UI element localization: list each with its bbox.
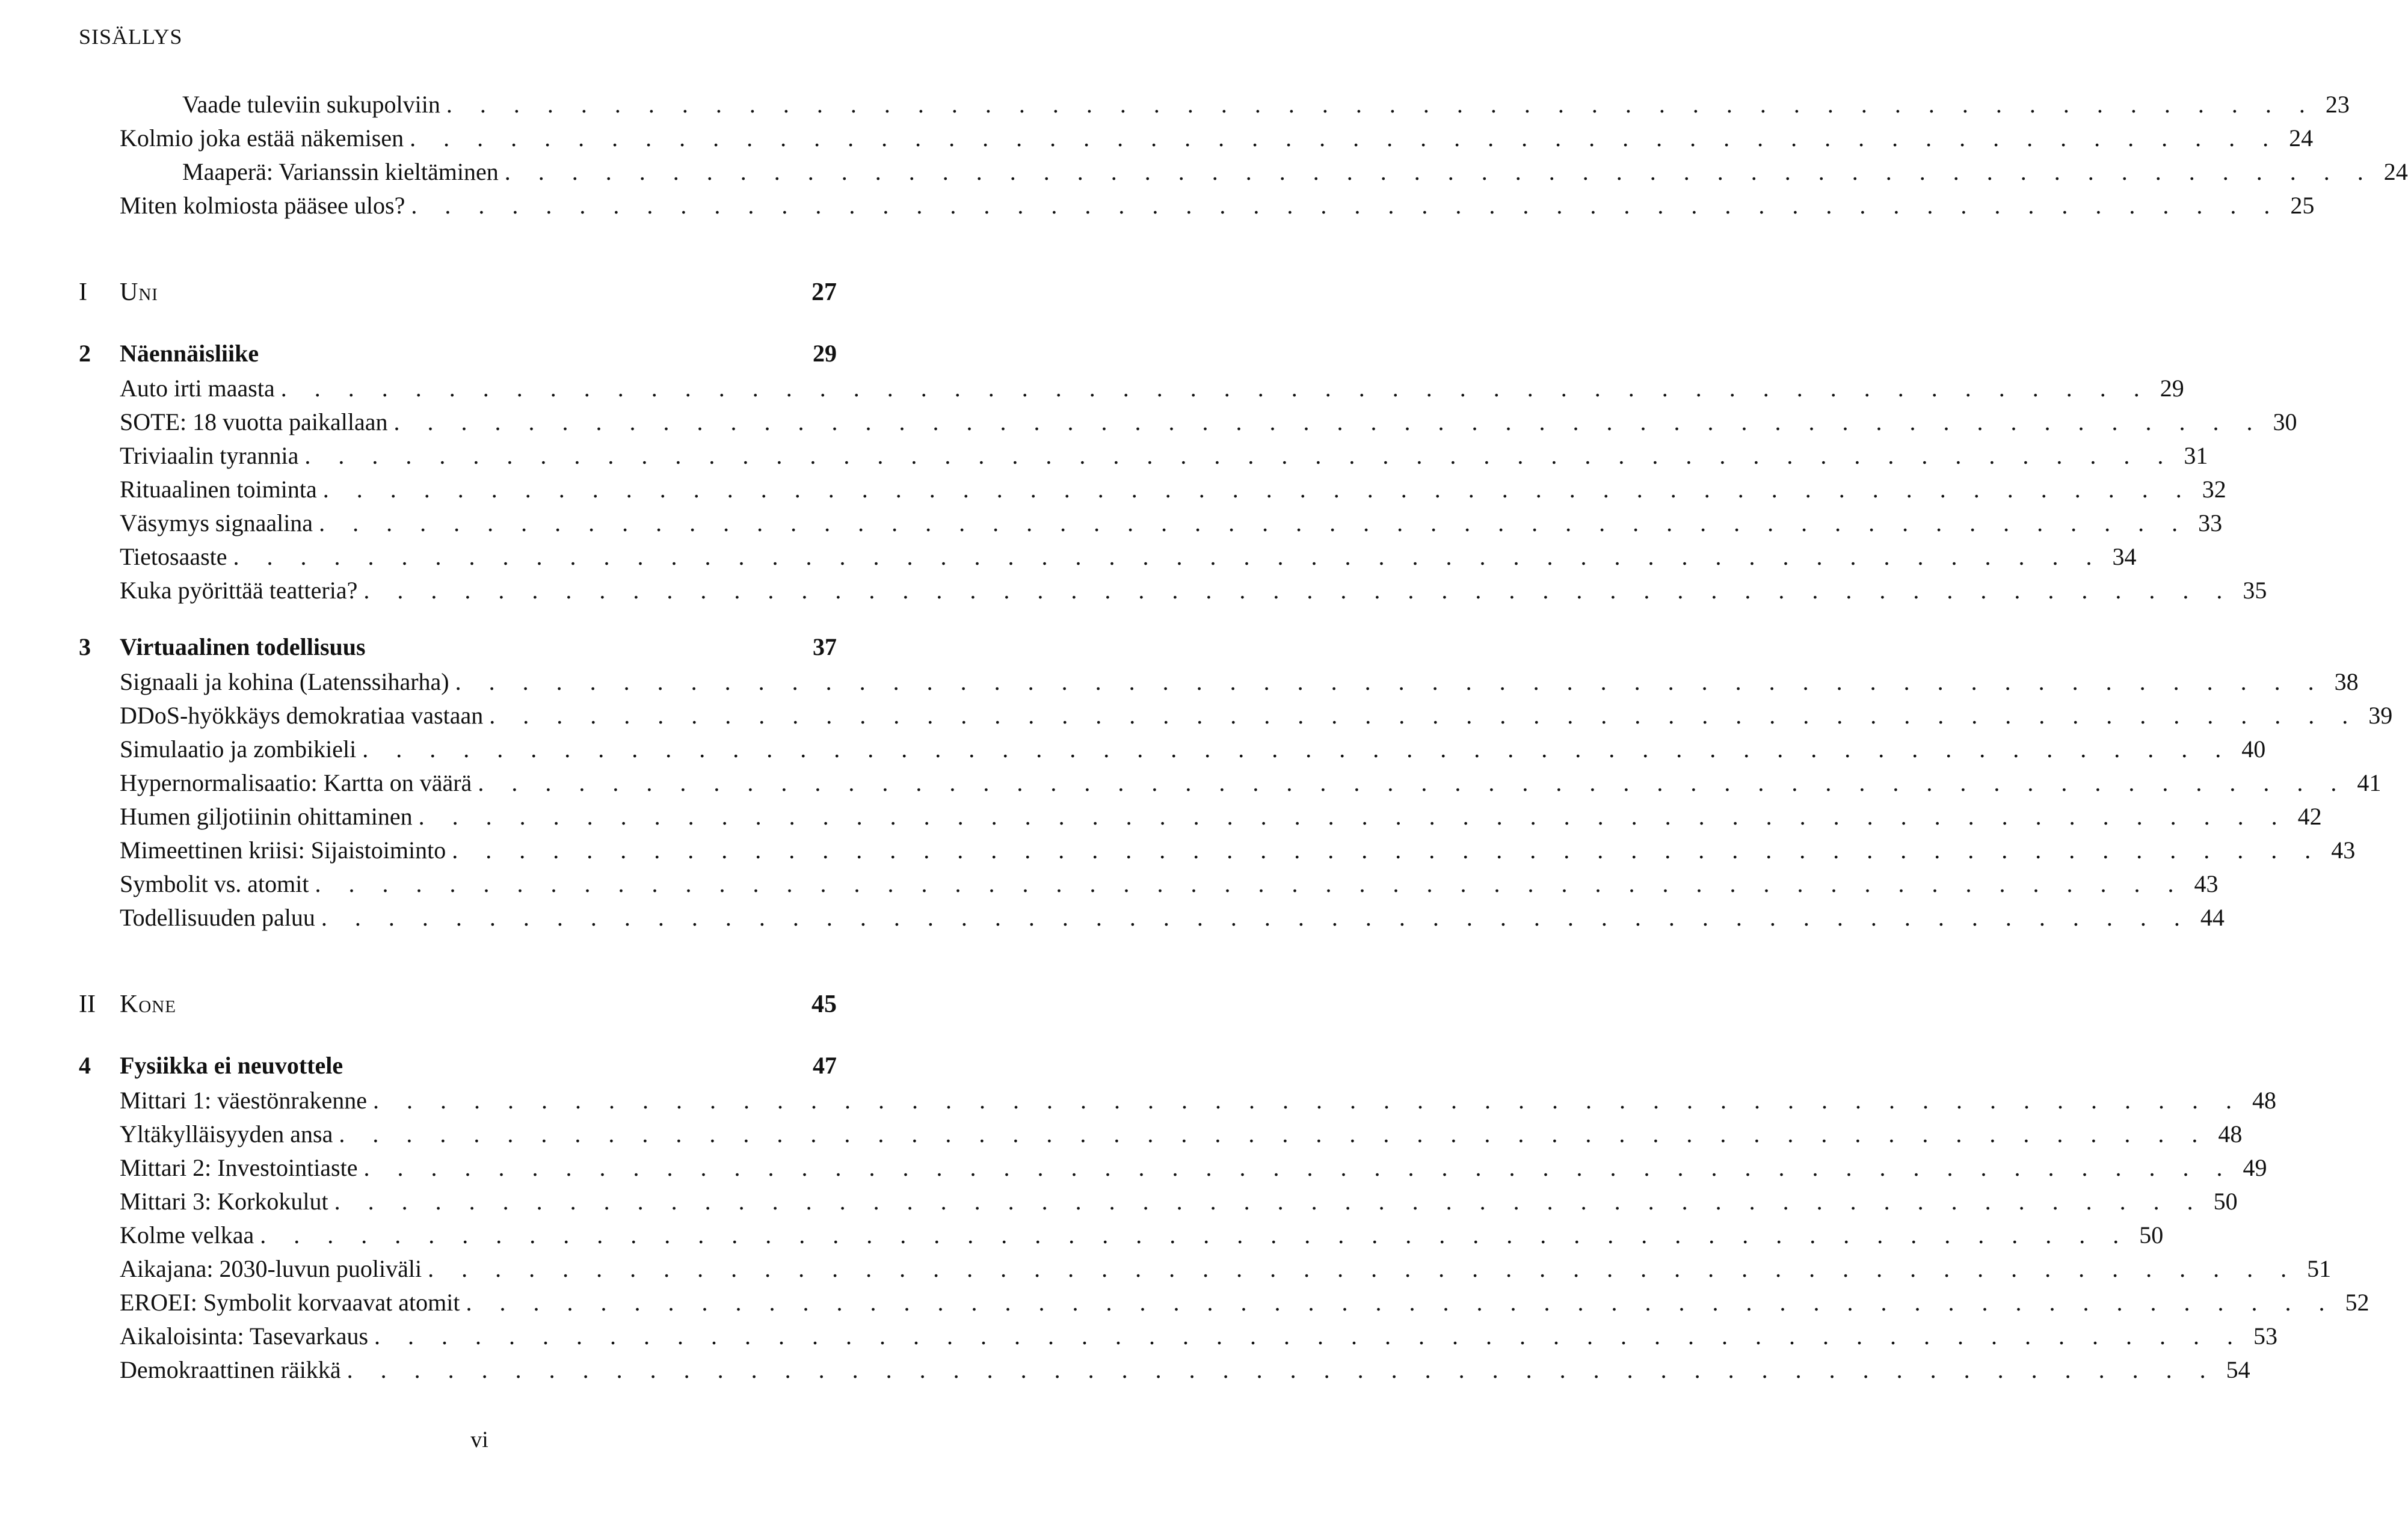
toc-entry-page: 43: [2194, 870, 2219, 897]
chapter-title: Näennäisliike: [120, 340, 259, 367]
part-number: II: [79, 991, 96, 1018]
toc-entry[interactable]: [79, 1154, 2267, 1187]
toc-entry-page: 29: [2160, 375, 2184, 402]
toc-entry-page: 54: [2226, 1356, 2250, 1383]
toc-entry[interactable]: [79, 836, 2356, 870]
dot-leader: . . . . . . . . . . . . . . . . . . . . . . . . . . . . . . . . . . . . . . . . . . . . . . . . . . . . . . . .: [233, 543, 2103, 570]
toc-entry-title: Symbolit vs. atomit: [120, 870, 309, 897]
toc-entry-title: Mittari 1: väestönrakenne: [120, 1087, 367, 1114]
dot-leader: . . . . . . . . . . . . . . . . . . . . . . . . . . . . . . . . . . . . . . . . . . . . . . . . . . . . . . . .: [280, 375, 2151, 402]
toc-entry[interactable]: [79, 903, 2225, 937]
toc-entry-page: 39: [2368, 702, 2393, 729]
toc-entry-page: 43: [2331, 837, 2356, 864]
toc-chapter-heading[interactable]: [79, 633, 837, 668]
toc-entry[interactable]: [79, 668, 2359, 701]
toc-entry-title: Auto irti maasta: [120, 375, 275, 402]
toc-entry-title: Mimeettinen kriisi: Sijaistoiminto: [120, 837, 446, 864]
toc-entry-title: Väsymys signaalina: [120, 509, 313, 536]
toc-entry-page: 23: [2325, 91, 2350, 118]
dot-leader: . . . . . . . . . . . . . . . . . . . . . . . . . . . . . . . . . . . . . . . . . . . . . . . . . . . . . . . .: [260, 1221, 2130, 1249]
dot-leader: . . . . . . . . . . . . . . . . . . . . . . . . . . . . . . . . . . . . . . . . . . . . . . . . . . . . . . . .: [411, 192, 2281, 219]
toc-entry[interactable]: [79, 576, 2267, 610]
dot-leader: . . . . . . . . . . . . . . . . . . . . . . . . . . . . . . . . . . . . . . . . . . . . . . . . . . . . . . . .: [374, 1323, 2244, 1350]
toc-entry-page: 51: [2307, 1255, 2332, 1282]
chapter-number: 3: [79, 633, 91, 660]
toc-entry[interactable]: [79, 1187, 2238, 1221]
toc-entry-page: 53: [2253, 1323, 2278, 1350]
dot-leader: . . . . . . . . . . . . . . . . . . . . . . . . . . . . . . . . . . . . . . . . . . . . . . . . . . . . . . . .: [362, 736, 2232, 763]
part-page: 45: [811, 991, 837, 1018]
dot-leader: . . . . . . . . . . . . . . . . . . . . . . . . . . . . . . . . . . . . . . . . . . . . . . . . . . . . . . . .: [452, 837, 2322, 864]
toc-entry-page: 35: [2243, 577, 2267, 604]
part-title: Kone: [120, 991, 176, 1018]
toc-entry-title: SOTE: 18 vuotta paikallaan: [120, 408, 388, 435]
toc-entry-page: 52: [2345, 1289, 2370, 1316]
toc-entry[interactable]: [79, 1086, 2276, 1120]
dot-leader: . . . . . . . . . . . . . . . . . . . . . . . . . . . . . . . . . . . . . . . . . . . . . . . . . . . . . . . .: [334, 1188, 2204, 1215]
toc-entry-page: 38: [2334, 668, 2359, 695]
toc-entry[interactable]: [79, 870, 2219, 903]
toc-entry-title: Signaali ja kohina (Latenssiharha): [120, 668, 449, 695]
toc-entry[interactable]: [79, 1221, 2164, 1255]
toc-entry[interactable]: [79, 1255, 2332, 1288]
dot-leader: . . . . . . . . . . . . . . . . . . . . . . . . . . . . . . . . . . . . . . . . . . . . . . . . . . . . . . . .: [363, 577, 2234, 604]
chapter-title: Virtuaalinen todellisuus: [120, 633, 366, 660]
dot-leader: . . . . . . . . . . . . . . . . . . . . . . . . . . . . . . . . . . . . . . . . . . . . . . . . . . . . . . . .: [363, 1154, 2234, 1181]
toc-entry-title: Miten kolmiosta pääsee ulos?: [120, 192, 405, 219]
toc-entry-title: Triviaalin tyrannia: [120, 442, 299, 469]
toc-entry[interactable]: [79, 408, 2297, 441]
dot-leader: . . . . . . . . . . . . . . . . . . . . . . . . . . . . . . . . . . . . . . . . . . . . . . . . . . . . . . . .: [393, 408, 2264, 435]
toc-entry[interactable]: [79, 158, 2408, 191]
toc-entry[interactable]: [79, 374, 2184, 408]
toc-entry-title: Humen giljotiinin ohittaminen: [120, 803, 413, 830]
dot-leader: . . . . . . . . . . . . . . . . . . . . . . . . . . . . . . . . . . . . . . . . . . . . . . . . . . . . . . . .: [322, 476, 2193, 503]
toc-entry-title: Yltäkylläisyyden ansa: [120, 1120, 333, 1148]
toc-entry[interactable]: [79, 191, 2315, 225]
toc-entry-title: Kuka pyörittää teatteria?: [120, 577, 358, 604]
toc-entry-page: 40: [2241, 736, 2266, 763]
dot-leader: . . . . . . . . . . . . . . . . . . . . . . . . . . . . . . . . . . . . . . . . . . . . . . . . . . . . . . . .: [319, 509, 2189, 536]
toc-entry-title: DDoS-hyökkäys demokratiaa vastaan: [120, 702, 484, 729]
toc-entry-page: 34: [2112, 543, 2137, 570]
toc-entry[interactable]: [79, 735, 2266, 769]
toc-entry-title: Aikajana: 2030-luvun puoliväli: [120, 1255, 422, 1282]
toc-entry[interactable]: [79, 90, 2350, 124]
dot-leader: . . . . . . . . . . . . . . . . . . . . . . . . . . . . . . . . . . . . . . . . . . . . . . . . . . . . . . . .: [428, 1255, 2298, 1282]
dot-leader: . . . . . . . . . . . . . . . . . . . . . . . . . . . . . . . . . . . . . . . . . . . . . . . . . . . . . . . .: [339, 1120, 2209, 1148]
toc-entry[interactable]: [79, 769, 2382, 802]
part-page: 27: [811, 278, 837, 306]
toc-entry-page: 50: [2213, 1188, 2238, 1215]
dot-leader: . . . . . . . . . . . . . . . . . . . . . . . . . . . . . . . . . . . . . . . . . . . . . . . . . . . . . . . .: [304, 442, 2175, 469]
toc-entry[interactable]: [79, 441, 2208, 475]
toc-part-heading[interactable]: [79, 278, 837, 314]
dot-leader: . . . . . . . . . . . . . . . . . . . . . . . . . . . . . . . . . . . . . . . . . . . . . . . . . . . . . . . .: [372, 1087, 2243, 1114]
dot-leader: . . . . . . . . . . . . . . . . . . . . . . . . . . . . . . . . . . . . . . . . . . . . . . . . . . . . . . . .: [446, 91, 2316, 118]
toc-entry-title: Demokraattinen räikkä: [120, 1356, 341, 1383]
toc-entry-page: 44: [2200, 904, 2225, 931]
toc-entry-page: 42: [2297, 803, 2322, 830]
toc-entry[interactable]: [79, 542, 2137, 576]
dot-leader: . . . . . . . . . . . . . . . . . . . . . . . . . . . . . . . . . . . . . . . . . . . . . . . . . . . . . . . .: [478, 769, 2348, 796]
dot-leader: . . . . . . . . . . . . . . . . . . . . . . . . . . . . . . . . . . . . . . . . . . . . . . . . . . . . . . . .: [321, 904, 2191, 931]
toc-entry[interactable]: [79, 802, 2322, 836]
toc-entry-title: Vaade tuleviin sukupolviin: [182, 91, 440, 118]
toc-chapter-heading[interactable]: [79, 1051, 837, 1086]
toc-entry-page: 30: [2273, 408, 2297, 435]
dot-leader: . . . . . . . . . . . . . . . . . . . . . . . . . . . . . . . . . . . . . . . . . . . . . . . . . . . . . . . .: [418, 803, 2288, 830]
chapter-page: 37: [813, 633, 837, 660]
chapter-title: Fysiikka ei neuvottele: [120, 1052, 343, 1079]
toc-entry-page: 50: [2139, 1221, 2164, 1249]
chapter-page: 29: [813, 340, 837, 367]
dot-leader: . . . . . . . . . . . . . . . . . . . . . . . . . . . . . . . . . . . . . . . . . . . . . . . . . . . . . . . .: [504, 158, 2374, 185]
toc-entry[interactable]: [79, 1288, 2370, 1322]
part-title: Uni: [120, 278, 158, 306]
toc-entry-title: Mittari 3: Korkokulut: [120, 1188, 328, 1215]
toc-entry-page: 48: [2252, 1087, 2276, 1114]
toc-entry-title: Hypernormalisaatio: Kartta on väärä: [120, 769, 472, 796]
toc-entry-page: 24: [2383, 158, 2408, 185]
toc-entry[interactable]: [79, 701, 2393, 735]
running-head: SISÄLLYS: [79, 25, 183, 49]
table-of-contents: [79, 90, 2408, 1389]
toc-entry-title: Todellisuuden paluu: [120, 904, 315, 931]
toc-entry-title: Tietosaaste: [120, 543, 227, 570]
toc-entry-page: 32: [2202, 476, 2226, 503]
toc-entry-page: 49: [2243, 1154, 2267, 1181]
dot-leader: . . . . . . . . . . . . . . . . . . . . . . . . . . . . . . . . . . . . . . . . . . . . . . . . . . . . . . . .: [410, 124, 2280, 152]
toc-entry-page: 41: [2357, 769, 2382, 796]
chapter-page: 47: [813, 1052, 837, 1079]
dot-leader: . . . . . . . . . . . . . . . . . . . . . . . . . . . . . . . . . . . . . . . . . . . . . . . . . . . . . . . .: [315, 870, 2185, 897]
toc-entry-page: 31: [2184, 442, 2208, 469]
toc-entry-title: Maaperä: Varianssin kieltäminen: [182, 158, 499, 185]
dot-leader: . . . . . . . . . . . . . . . . . . . . . . . . . . . . . . . . . . . . . . . . . . . . . . . . . . . . . . . .: [466, 1289, 2336, 1316]
toc-entry[interactable]: [79, 1322, 2278, 1356]
dot-leader: . . . . . . . . . . . . . . . . . . . . . . . . . . . . . . . . . . . . . . . . . . . . . . . . . . . . . . . .: [489, 702, 2359, 729]
chapter-number: 4: [79, 1052, 91, 1079]
toc-entry-title: Mittari 2: Investointiaste: [120, 1154, 358, 1181]
toc-entry-page: 25: [2290, 192, 2315, 219]
toc-entry-title: Simulaatio ja zombikieli: [120, 736, 357, 763]
toc-entry[interactable]: [79, 475, 2226, 509]
toc-entry-title: Rituaalinen toiminta: [120, 476, 317, 503]
toc-entry[interactable]: [79, 124, 2314, 158]
toc-entry-title: Kolme velkaa: [120, 1221, 254, 1249]
toc-entry-page: 24: [2289, 124, 2314, 152]
toc-part-heading[interactable]: [79, 990, 837, 1026]
toc-entry-title: Aikaloisinta: Tasevarkaus: [120, 1323, 369, 1350]
toc-chapter-heading[interactable]: [79, 339, 837, 374]
part-number: I: [79, 278, 87, 306]
dot-leader: . . . . . . . . . . . . . . . . . . . . . . . . . . . . . . . . . . . . . . . . . . . . . . . . . . . . . . . .: [346, 1356, 2217, 1383]
toc-entry[interactable]: [79, 1356, 2250, 1389]
toc-entry-title: Kolmio joka estää näkemisen: [120, 124, 404, 152]
toc-entry[interactable]: [79, 509, 2223, 542]
chapter-number: 2: [79, 340, 91, 367]
toc-entry-page: 48: [2218, 1120, 2243, 1148]
page-number: vi: [470, 1427, 488, 1452]
toc-entry-title: EROEI: Symbolit korvaavat atomit: [120, 1289, 460, 1316]
toc-entry[interactable]: [79, 1120, 2243, 1154]
dot-leader: . . . . . . . . . . . . . . . . . . . . . . . . . . . . . . . . . . . . . . . . . . . . . . . . . . . . . . . .: [455, 668, 2325, 695]
toc-entry-page: 33: [2198, 509, 2223, 536]
